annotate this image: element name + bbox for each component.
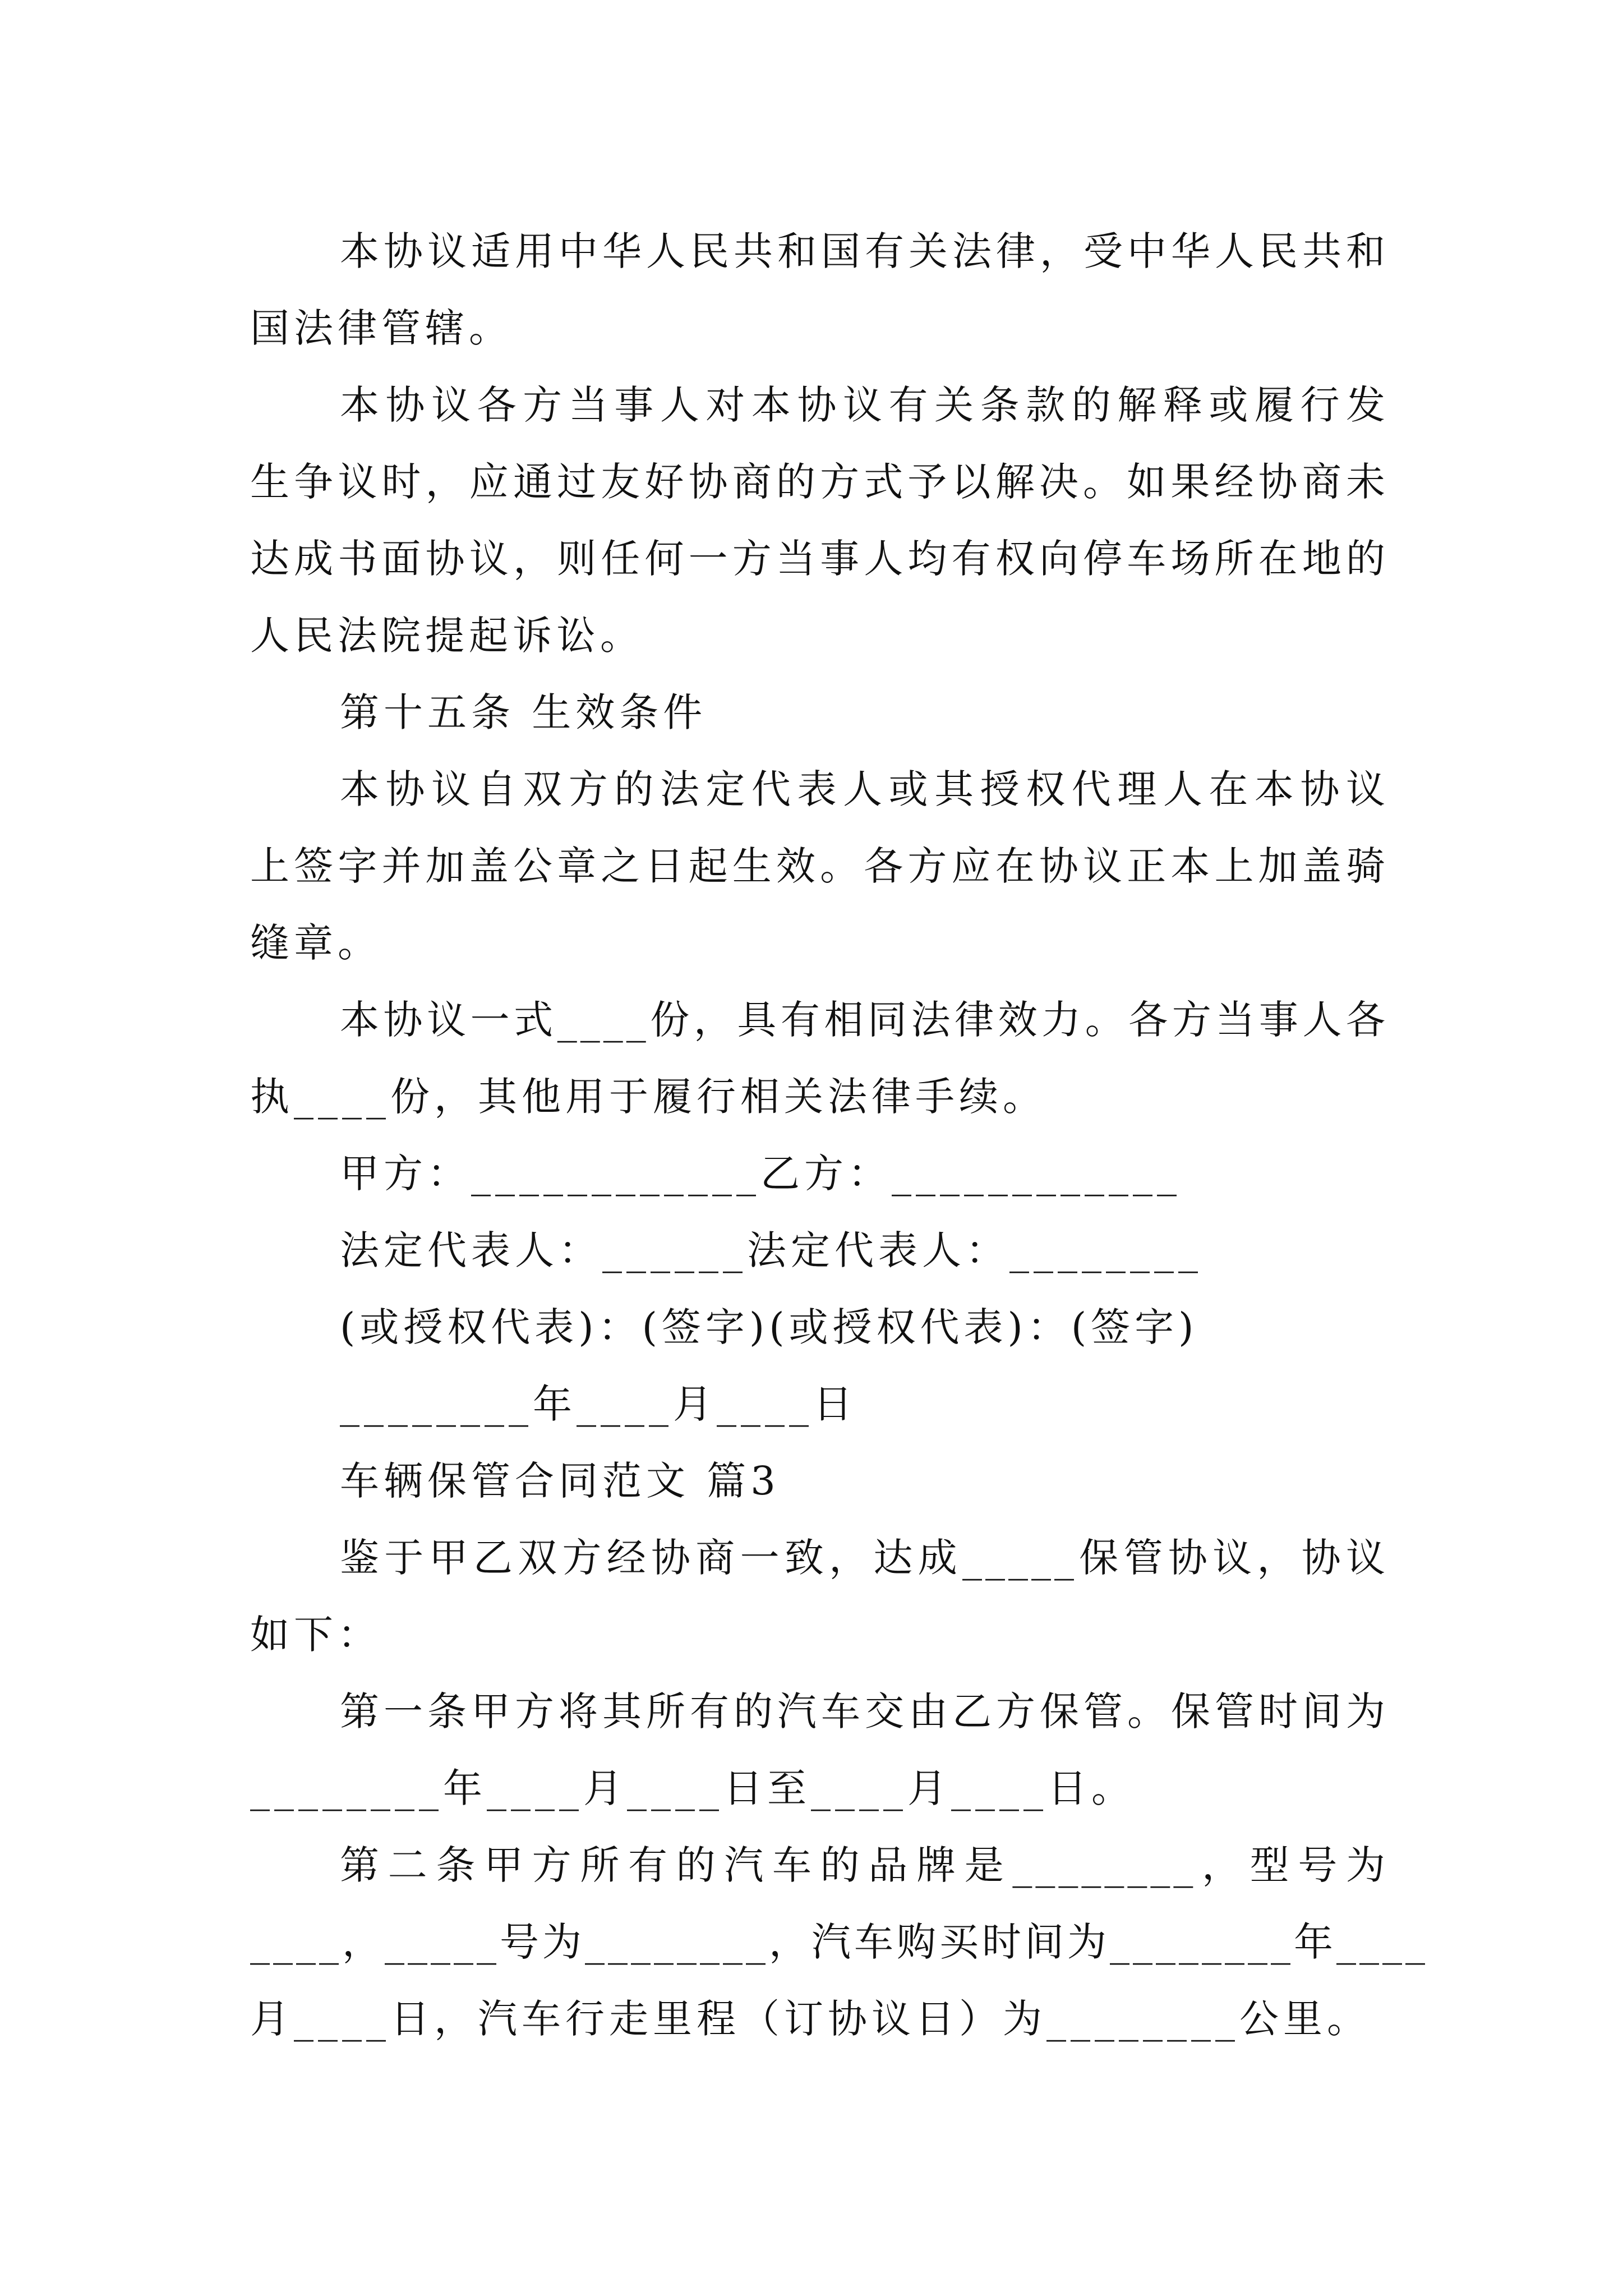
contract-title: 车辆保管合同范文 篇3 [340, 1458, 780, 1504]
clause-line: ____，_____号为________，汽车购买时间为________年____ [250, 1919, 1428, 1965]
paragraph-line: 如下： [250, 1612, 381, 1658]
section-heading: 第十五条 生效条件 [340, 689, 707, 735]
paragraph-line: 人民法院提起诉讼。 [250, 613, 644, 659]
clause-line: 第一条甲方将其所有的汽车交由乙方保管。保管时间为 [340, 1688, 1389, 1734]
paragraph-line: 国法律管辖。 [250, 305, 513, 351]
clause-line: 第二条甲方所有的汽车的品牌是________，型号为 [340, 1842, 1389, 1888]
signature-party-line: 甲方：____________乙方：____________ [340, 1151, 1181, 1197]
document-body [250, 213, 1428, 2058]
paragraph-line: 鉴于甲乙双方经协商一致，达成_____保管协议，协议 [340, 1535, 1389, 1581]
paragraph-line: 上签字并加盖公章之日起生效。各方应在协议正本上加盖骑 [250, 843, 1389, 889]
paragraph-line: 本协议自双方的法定代表人或其授权代理人在本协议 [340, 766, 1389, 812]
paragraph-line: 执____份，其他用于履行相关法律手续。 [250, 1074, 1046, 1120]
clause-line: ________年____月____日至____月____日。 [250, 1765, 1135, 1811]
paragraph-line: 达成书面协议，则任何一方当事人均有权向停车场所在地的 [250, 536, 1389, 582]
paragraph-line: 生争议时，应通过友好协商的方式予以解决。如果经协商未 [250, 459, 1389, 505]
clause-line: 月____日，汽车行走里程（订协议日）为________公里。 [250, 1996, 1371, 2042]
date-line: ________年____月____日 [340, 1381, 857, 1427]
paragraph-line: 本协议适用中华人民共和国有关法律，受中华人民共和 [340, 228, 1389, 274]
authorized-signature-line: (或授权代表)：(签字)(或授权代表)：(签字) [340, 1304, 1198, 1350]
paragraph-line: 本协议各方当事人对本协议有关条款的解释或履行发 [340, 382, 1389, 428]
paragraph-line: 本协议一式____份，具有相同法律效力。各方当事人各 [340, 997, 1389, 1043]
legal-representative-line: 法定代表人：______法定代表人：________ [340, 1227, 1202, 1273]
paragraph-line: 缝章。 [250, 920, 381, 966]
